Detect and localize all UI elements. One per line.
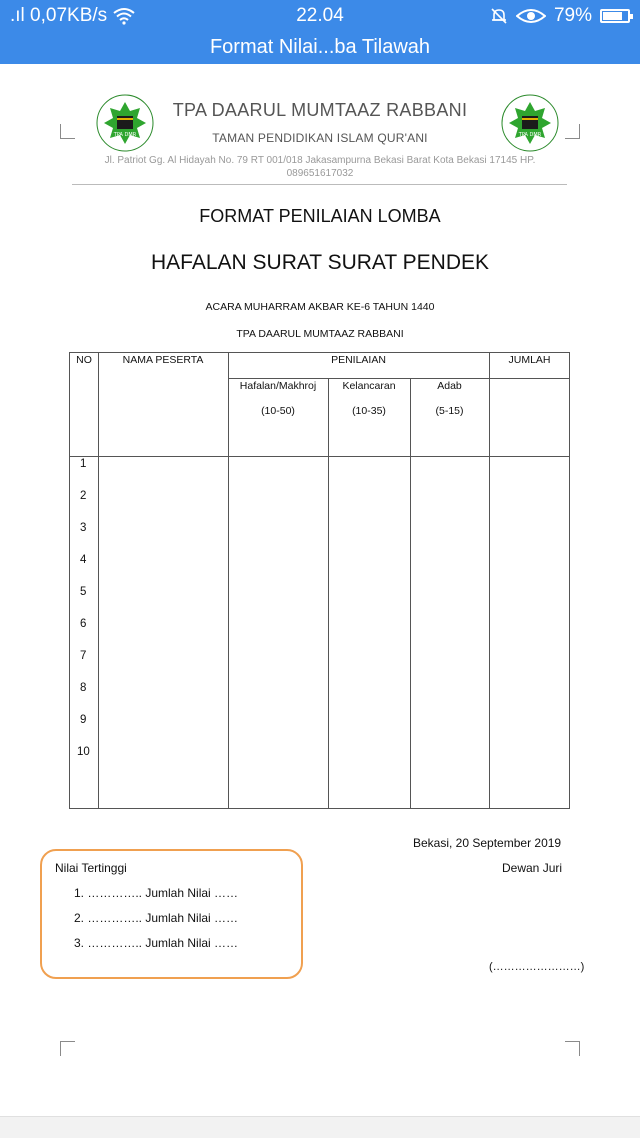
battery-icon xyxy=(600,9,630,23)
row-number: 8 xyxy=(80,682,87,694)
best-score-item: 2. ………….. Jumlah Nilai …… xyxy=(74,911,239,925)
org-name: TPA DAARUL MUMTAAZ RABBANI xyxy=(172,100,468,120)
row-number: 10 xyxy=(77,746,90,758)
org-subtitle: TAMAN PENDIDIKAN ISLAM QUR'ANI xyxy=(212,131,428,145)
row-number: 4 xyxy=(80,554,87,566)
header-no: NO xyxy=(76,354,92,366)
form-subtitle: HAFALAN SURAT SURAT PENDEK xyxy=(150,251,490,274)
document-title: Format Nilai...ba Tilawah xyxy=(209,36,431,58)
app-header xyxy=(0,0,640,64)
score-table xyxy=(69,352,570,809)
signature-line: (……………………) xyxy=(489,961,585,973)
row-number: 1 xyxy=(80,458,87,470)
table-divider xyxy=(328,378,329,809)
silent-bell-icon xyxy=(490,7,508,25)
event-name: ACARA MUHARRAM AKBAR KE-6 TAHUN 1440 xyxy=(205,301,435,313)
best-scores-title: Nilai Tertinggi xyxy=(55,861,127,875)
header-divider xyxy=(72,184,567,185)
organizer-line: TPA DAARUL MUMTAAZ RABBANI xyxy=(236,328,404,340)
criteria-name: Hafalan/Makhroj xyxy=(239,380,317,392)
row-number: 6 xyxy=(80,618,87,630)
best-score-item: 1. ………….. Jumlah Nilai …… xyxy=(74,886,239,900)
criteria-range: (10-50) xyxy=(261,405,295,417)
svg-text:TPA DMR: TPA DMR xyxy=(113,132,137,138)
row-number: 3 xyxy=(80,522,87,534)
row-number: 2 xyxy=(80,490,87,502)
table-divider xyxy=(410,378,411,809)
header-name: NAMA PESERTA xyxy=(122,354,204,366)
clock: 22.04 xyxy=(296,5,344,26)
row-number: 5 xyxy=(80,586,87,598)
best-score-item: 3. ………….. Jumlah Nilai …… xyxy=(74,936,239,950)
bottom-toolbar xyxy=(0,1116,640,1138)
table-divider xyxy=(228,378,570,379)
header-total: JUMLAH xyxy=(508,354,551,366)
status-bar xyxy=(0,0,640,32)
criteria-range: (10-35) xyxy=(352,405,386,417)
table-divider xyxy=(228,352,229,809)
page-corner-mark xyxy=(565,1041,580,1056)
org-address: Jl. Patriot Gg. Al Hidayah No. 79 RT 001/018 Jakasampurna Bekasi Barat Kota Bekasi 17145 HP. 089651617032 xyxy=(104,155,536,179)
svg-text:TPA DMR: TPA DMR xyxy=(518,132,542,138)
criteria-name: Adab xyxy=(437,380,462,392)
form-title: FORMAT PENILAIAN LOMBA xyxy=(199,206,441,226)
place-date: Bekasi, 20 September 2019 xyxy=(413,836,562,850)
table-divider xyxy=(98,352,99,809)
row-number: 7 xyxy=(80,650,87,662)
criteria-range: (5-15) xyxy=(435,405,464,417)
table-divider xyxy=(489,352,490,809)
network-speed: .ıl 0,07KB/s xyxy=(10,5,108,26)
table-divider xyxy=(69,456,570,457)
row-number: 9 xyxy=(80,714,87,726)
criteria-name: Kelancaran xyxy=(342,380,396,392)
judge-label: Dewan Juri xyxy=(502,861,563,875)
page-corner-mark xyxy=(60,1041,75,1056)
battery-percent: 79% xyxy=(553,5,592,26)
eye-icon xyxy=(516,8,546,24)
header-scoring: PENILAIAN xyxy=(331,354,386,366)
